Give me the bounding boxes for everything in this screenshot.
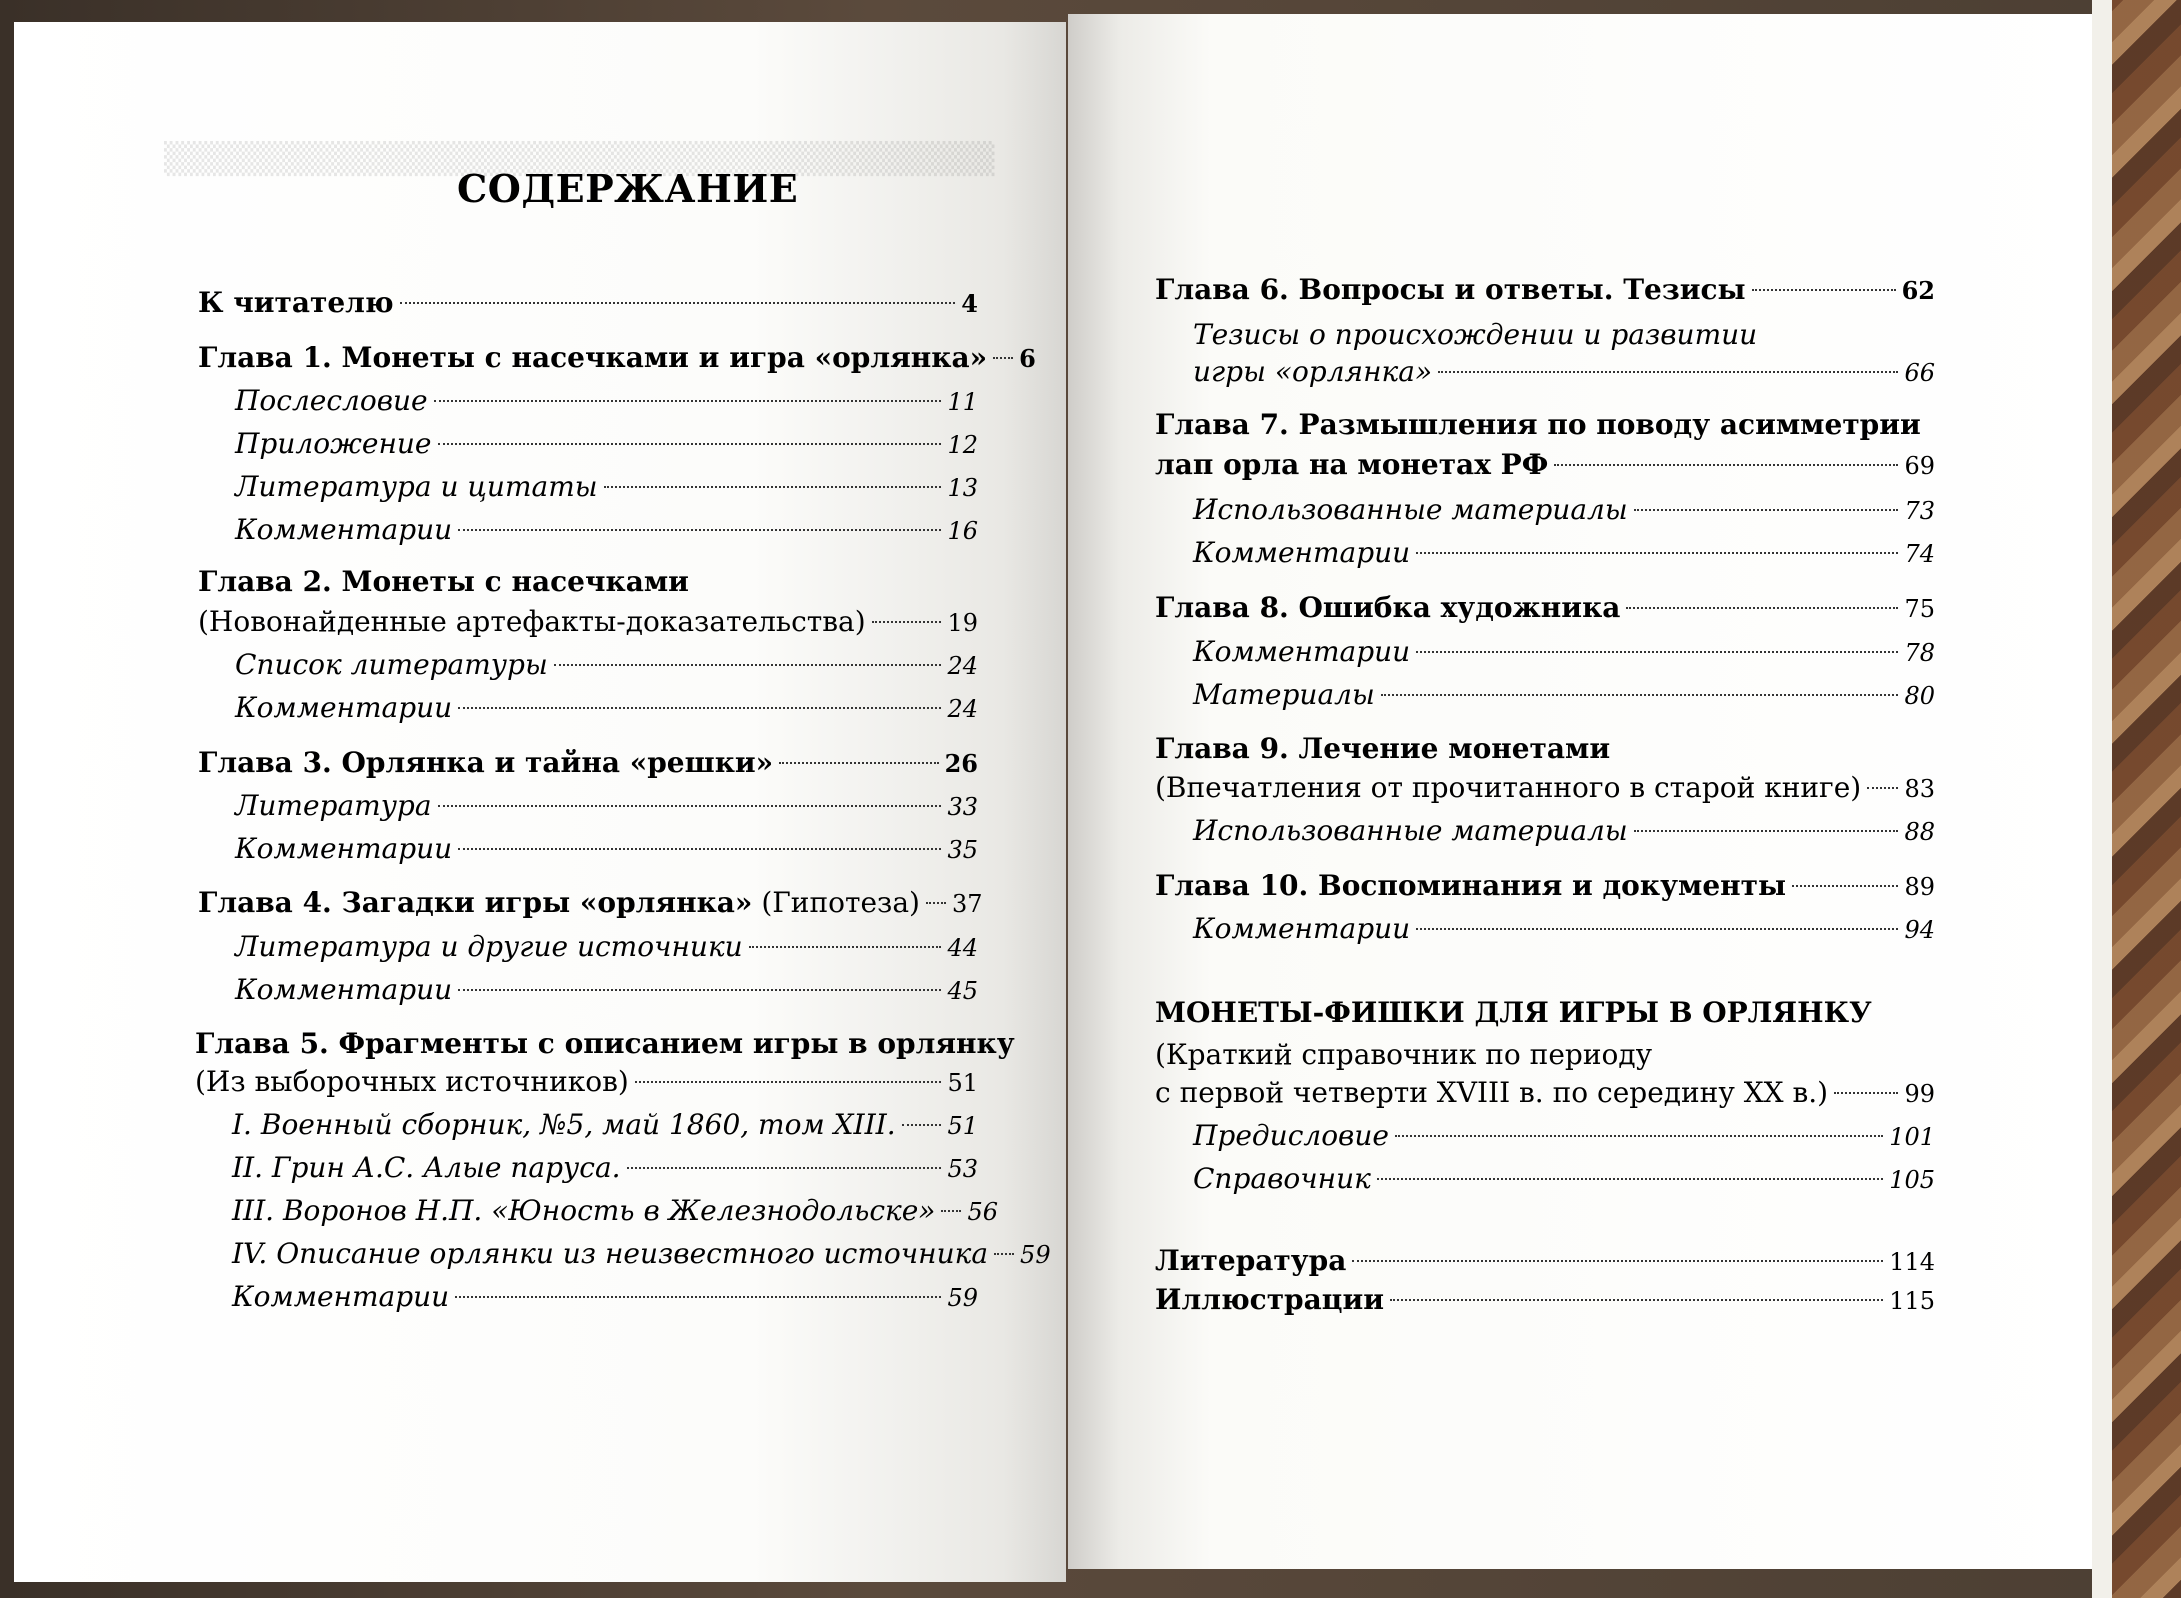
toc-subentry: Литература и другие источники 44 <box>235 930 978 963</box>
toc-subentry: II. Грин А.С. Алые паруса. 53 <box>232 1151 978 1184</box>
toc-subentry: Список литературы 24 <box>235 648 978 681</box>
toc-entry-chapter-7-line2: лап орла на монетах РФ 69 <box>1155 448 1935 481</box>
toc-entry-chapter-2-sub: (Новонайденные артефакты-доказательства) 19 <box>198 605 978 638</box>
toc-subentry: Использованные материалы 88 <box>1193 814 1935 847</box>
toc-subentry: Справочник 105 <box>1193 1162 1935 1195</box>
toc-subentry: Литература и цитаты 13 <box>235 470 978 503</box>
toc-subentry: Комментарии 35 <box>235 832 978 865</box>
toc-entry-illustrations: Иллюстрации 115 <box>1155 1283 1935 1316</box>
toc-subentry: игры «орлянка» 66 <box>1193 355 1935 388</box>
toc-subentry: Комментарии 45 <box>235 973 978 1006</box>
toc-subentry: I. Военный сборник, №5, май 1860, том XIII. 51 <box>232 1108 978 1141</box>
toc-subentry: Предисловие 101 <box>1193 1119 1935 1152</box>
toc-entry-chapter-4: Глава 4. Загадки игры «орлянка» (Гипотеза) 37 <box>198 886 983 919</box>
toc-entry-chapter-5: Глава 5. Фрагменты с описанием игры в орлянку <box>195 1027 1015 1060</box>
toc-subentry: Комментарии 74 <box>1193 536 1935 569</box>
toc-entry-chapter-8: Глава 8. Ошибка художника 75 <box>1155 591 1935 624</box>
toc-entry-chapter-7: Глава 7. Размышления по поводу асимметрии <box>1155 408 1921 441</box>
toc-entry-chapter-10: Глава 10. Воспоминания и документы 89 <box>1155 869 1935 902</box>
toc-subentry: Комментарии 94 <box>1193 912 1935 945</box>
toc-subentry: III. Воронов Н.П. «Юность в Железнодольске» 56 <box>232 1194 998 1227</box>
toc-entry-chapter-9-sub: (Впечатления от прочитанного в старой книге) 83 <box>1155 771 1935 804</box>
bleed-through-text: ▒▒▒▒▒▒▒▒▒▒▒▒▒▒▒▒▒▒▒▒▒▒▒▒▒▒▒▒▒▒▒▒▒▒▒▒ <box>164 142 995 177</box>
page-title: СОДЕРЖАНИЕ <box>457 166 799 211</box>
toc-subentry: IV. Описание орлянки из неизвестного источника 59 <box>232 1237 1051 1270</box>
toc-subentry: Приложение 12 <box>235 427 978 460</box>
toc-entry-chapter-3: Глава 3. Орлянка и тайна «решки» 26 <box>198 746 978 779</box>
toc-entry-chapter-5-sub: (Из выборочных источников) 51 <box>195 1065 978 1098</box>
toc-entry-chapter-2: Глава 2. Монеты с насечками <box>198 565 689 598</box>
toc-entry-chapter-6: Глава 6. Вопросы и ответы. Тезисы 62 <box>1155 273 1935 306</box>
toc-section-coins-heading: МОНЕТЫ-ФИШКИ ДЛЯ ИГРЫ В ОРЛЯНКУ <box>1155 996 1872 1029</box>
toc-section-coins-line2: с первой четверти XVIII в. по середину XX в.) 99 <box>1155 1076 1935 1109</box>
toc-subentry: Комментарии 16 <box>235 513 978 546</box>
book-page-edge <box>2092 0 2112 1598</box>
toc-entry-to-reader: К читателю 4 <box>198 286 978 319</box>
toc-entry-chapter-9: Глава 9. Лечение монетами <box>1155 732 1611 765</box>
toc-subentry: Комментарии 78 <box>1193 635 1935 668</box>
toc-subentry-line: Тезисы о происхождении и развитии <box>1193 318 1758 351</box>
toc-subentry: Материалы 80 <box>1193 678 1935 711</box>
toc-entry-literature: Литература 114 <box>1155 1244 1935 1277</box>
toc-subentry: Комментарии 24 <box>235 691 978 724</box>
toc-subentry: Литература 33 <box>235 789 978 822</box>
toc-subentry: Комментарии 59 <box>232 1280 978 1313</box>
toc-section-coins-line1: (Краткий справочник по периоду <box>1155 1038 1653 1071</box>
toc-entry-chapter-1: Глава 1. Монеты с насечками и игра «орлянка» 6 <box>198 341 1036 374</box>
toc-subentry: Использованные материалы 73 <box>1193 493 1935 526</box>
toc-subentry: Послесловие 11 <box>235 384 978 417</box>
